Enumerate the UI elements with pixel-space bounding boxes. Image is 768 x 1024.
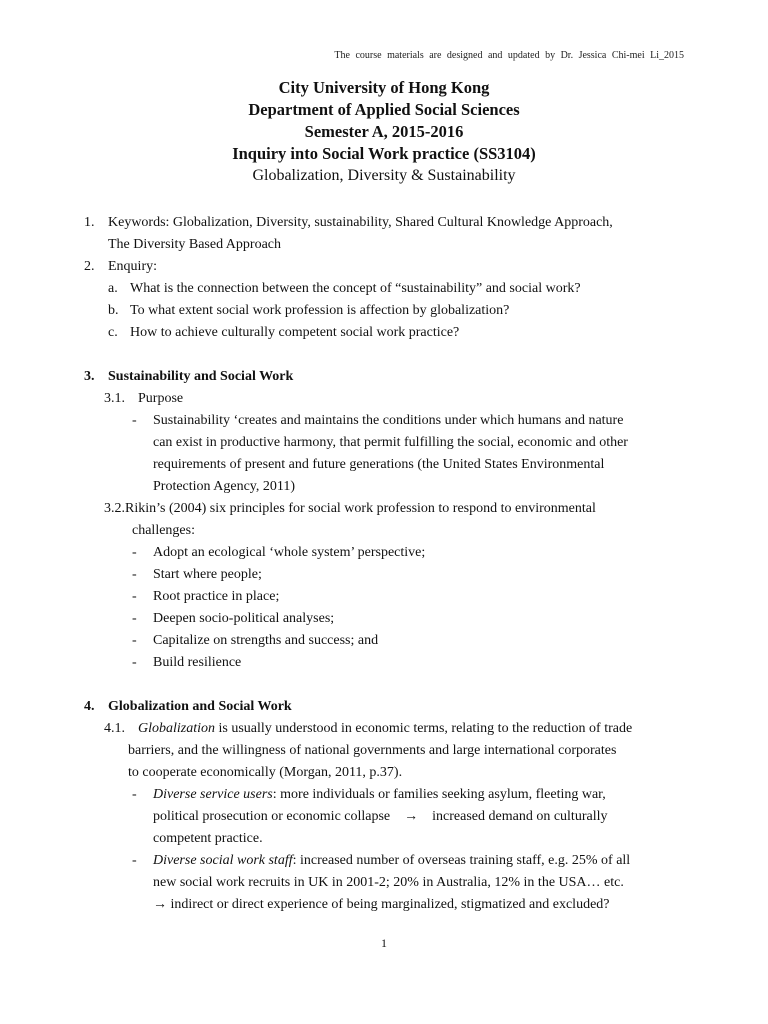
- principle-text: Root practice in place;: [153, 589, 280, 604]
- enquiry-item-text: What is the connection between the concept of “sustainability” and social work?: [130, 281, 581, 296]
- definition-text: barriers, and the willingness of national governments and large international corporates: [128, 743, 617, 758]
- list-marker: a.: [108, 281, 118, 296]
- section-number: 4.: [84, 699, 95, 714]
- purpose-text: can exist in productive harmony, that permit fulfilling the social, economic and other: [153, 435, 628, 450]
- list-marker: b.: [108, 303, 119, 318]
- staff-desc: indirect or direct experience of being marginalized, stigmatized and excluded?: [167, 897, 610, 912]
- title-block: [0, 77, 768, 187]
- enquiry-item-c: [84, 322, 684, 344]
- course-subtitle: Globalization, Diversity & Sustainability: [252, 167, 516, 184]
- principles-intro-line-1: [84, 498, 684, 520]
- staff-text: [153, 850, 630, 872]
- purpose-text: Protection Agency, 2011): [153, 479, 296, 494]
- dash-marker: -: [132, 589, 137, 604]
- purpose-line: [84, 410, 684, 432]
- sustainability-heading-row: [84, 366, 684, 388]
- principle-item: [84, 652, 684, 674]
- document-body: [84, 212, 684, 916]
- semester-title: Semester A, 2015-2016: [304, 122, 464, 141]
- principles-intro-line-2: [84, 520, 684, 542]
- service-users-term: Diverse service users: [153, 787, 273, 802]
- principle-text: Capitalize on strengths and success; and: [153, 633, 379, 648]
- service-users-line-3: [84, 828, 684, 850]
- principle-text: Start where people;: [153, 567, 262, 582]
- staff-line-1: [84, 850, 684, 872]
- purpose-line: [84, 432, 684, 454]
- purpose-heading: Purpose: [138, 391, 184, 406]
- subsection-number: 3.1.: [104, 391, 125, 406]
- keywords-text: Keywords: Globalization, Diversity, sustainability, Shared Cultural Knowledge Approach,: [108, 215, 613, 230]
- principle-item: [84, 586, 684, 608]
- right-arrow-icon: →: [404, 809, 419, 824]
- purpose-heading-row: [84, 388, 684, 410]
- principle-text: Deepen socio-political analyses;: [153, 611, 335, 626]
- dash-marker: -: [132, 545, 137, 560]
- globalization-heading-row: [84, 696, 684, 718]
- principle-item: [84, 542, 684, 564]
- dash-marker: -: [132, 787, 137, 802]
- dash-marker: -: [132, 655, 137, 670]
- list-marker: c.: [108, 325, 118, 340]
- section-number: 3.: [84, 369, 95, 384]
- dash-marker: -: [132, 853, 137, 868]
- sustainability-heading: Sustainability and Social Work: [108, 369, 294, 384]
- principles-intro-cont: challenges:: [132, 523, 195, 538]
- service-users-text: [153, 806, 607, 828]
- staff-line-2: [84, 872, 684, 894]
- globalization-definition-line-3: [84, 762, 684, 784]
- purpose-line: [84, 454, 684, 476]
- keywords-line-1: [84, 212, 684, 234]
- globalization-definition-line-1: [84, 718, 684, 740]
- principle-item: [84, 630, 684, 652]
- section-number: 1.: [84, 215, 95, 230]
- department-title: Department of Applied Social Sciences: [248, 100, 520, 119]
- service-users-text: [153, 784, 606, 806]
- principle-text: Adopt an ecological ‘whole system’ perspective;: [153, 545, 426, 560]
- purpose-line: [84, 476, 684, 498]
- principle-item: [84, 564, 684, 586]
- subsection-number: 4.1.: [104, 721, 125, 736]
- staff-desc: new social work recruits in UK in 2001-2; 20% in Australia, 12% in the USA… etc.: [153, 875, 624, 890]
- enquiry-item-text: To what extent social work profession is affection by globalization?: [130, 303, 510, 318]
- staff-line-3: [84, 894, 684, 916]
- purpose-text: Sustainability ‘creates and maintains the conditions under which humans and nature: [153, 413, 624, 428]
- service-users-desc: : more individuals or families seeking asylum, fleeting war,: [272, 787, 606, 802]
- service-users-desc: political prosecution or economic collapse: [153, 809, 391, 824]
- definition-text: to cooperate economically (Morgan, 2011, p.37).: [128, 765, 403, 780]
- dash-marker: -: [132, 633, 137, 648]
- globalization-definition-line-2: [84, 740, 684, 762]
- enquiry-item-a: [84, 278, 684, 300]
- staff-text: [153, 894, 610, 916]
- dash-marker: -: [132, 611, 137, 626]
- definition-text: is usually understood in economic terms, relating to the reduction of trade: [215, 721, 633, 736]
- principle-item: [84, 608, 684, 630]
- service-users-desc: increased demand on culturally: [432, 809, 608, 824]
- enquiry-heading: Enquiry:: [108, 259, 157, 274]
- page-number: 1: [381, 936, 387, 950]
- keywords-line-2: [84, 234, 684, 256]
- principles-intro: 3.2.Rikin’s (2004) six principles for social work profession to respond to environmental: [104, 501, 596, 516]
- dash-marker: -: [132, 567, 137, 582]
- keywords-text-cont: The Diversity Based Approach: [108, 237, 282, 252]
- right-arrow-icon: →: [153, 897, 167, 912]
- staff-term: Diverse social work staff: [153, 853, 293, 868]
- purpose-text: requirements of present and future generations (the United States Environmental: [153, 457, 605, 472]
- dash-marker: -: [132, 413, 137, 428]
- university-title: City University of Hong Kong: [278, 78, 490, 97]
- service-users-line-1: [84, 784, 684, 806]
- globalization-definition: [138, 718, 632, 740]
- course-title: Inquiry into Social Work practice (SS3104): [232, 144, 536, 163]
- globalization-term: Globalization: [138, 721, 216, 736]
- enquiry-heading-row: [84, 256, 684, 278]
- principle-text: Build resilience: [153, 655, 242, 670]
- service-users-line-2: [84, 806, 684, 828]
- enquiry-item-text: How to achieve culturally competent social work practice?: [130, 325, 460, 340]
- service-users-desc: competent practice.: [153, 831, 263, 846]
- globalization-heading: Globalization and Social Work: [108, 699, 292, 714]
- header-note: The course materials are designed and updated by Dr. Jessica Chi-mei Li_2015: [334, 50, 684, 61]
- staff-desc: : increased number of overseas training staff, e.g. 25% of all: [292, 853, 631, 868]
- section-number: 2.: [84, 259, 95, 274]
- enquiry-item-b: [84, 300, 684, 322]
